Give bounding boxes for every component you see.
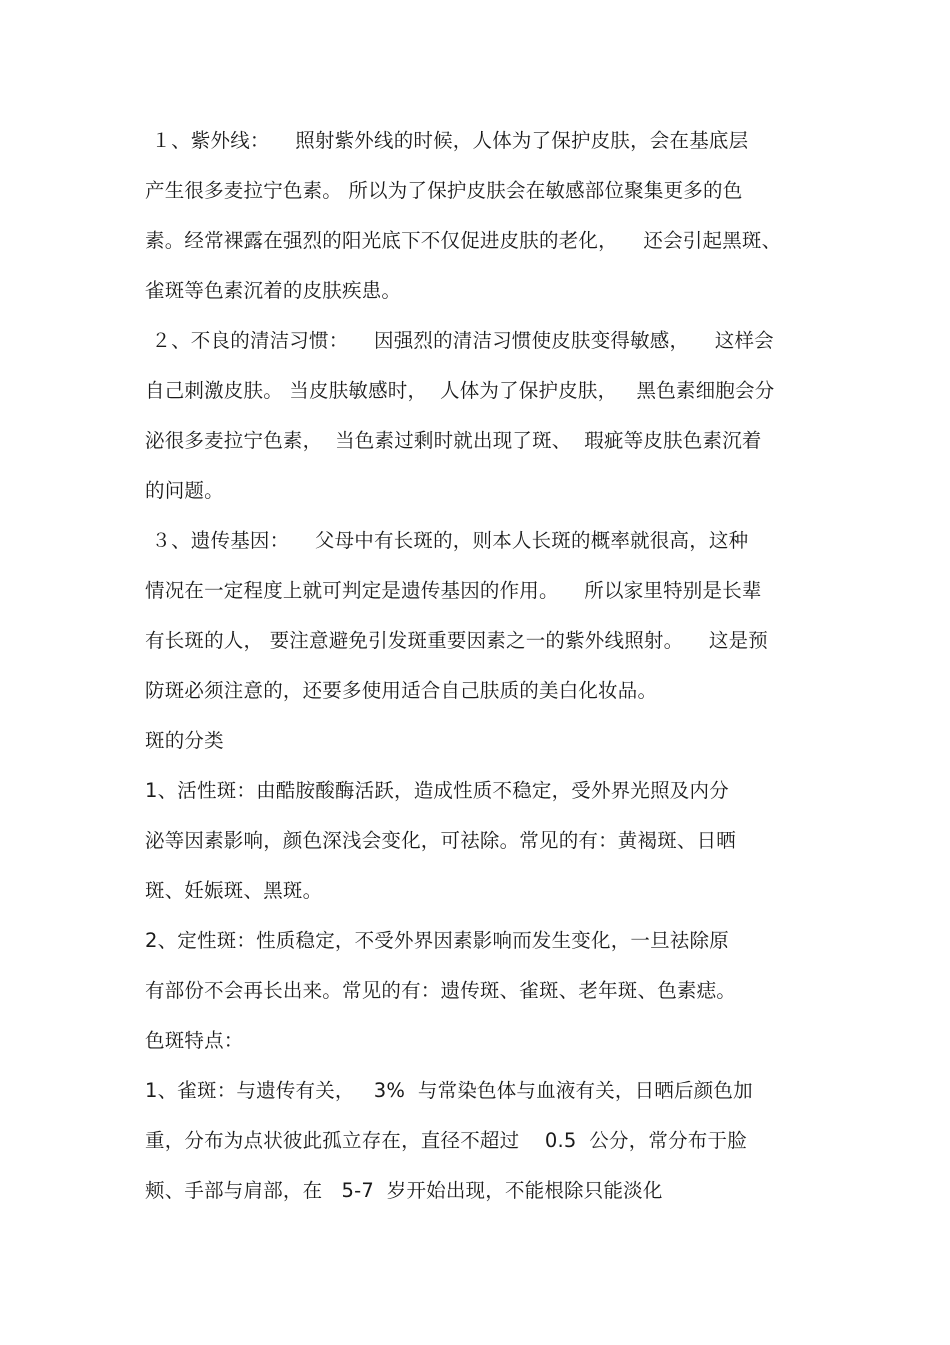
- text-line: 雀斑等色素沉着的皮肤疾患。: [145, 279, 402, 302]
- text-line: ３、遗传基因： 父母中有长斑的，则本人长斑的概率就很高，这种: [145, 529, 749, 552]
- section-heading: 色斑特点：: [145, 1029, 244, 1052]
- text-line: 颊、手部与肩部，在 5-7 岁开始出现，不能根除只能淡化: [145, 1179, 663, 1202]
- text-line: 有部份不会再长出来。常见的有：遗传斑、雀斑、老年斑、色素痣。: [145, 979, 737, 1002]
- text-line: 泌等因素影响，颜色深浅会变化，可祛除。常见的有：黄褐斑、日晒: [145, 829, 737, 852]
- text-line: 斑、妊娠斑、黑斑。: [145, 879, 323, 902]
- text-line: 泌很多麦拉宁色素， 当色素过剩时就出现了斑、 瑕疵等皮肤色素沉着: [145, 429, 762, 452]
- text-line: 素。经常裸露在强烈的阳光底下不仅促进皮肤的老化， 还会引起黑斑、: [145, 229, 782, 252]
- text-line: 重，分布为点状彼此孤立存在，直径不超过 0.5 公分，常分布于脸: [145, 1129, 747, 1152]
- text-line: 产生很多麦拉宁色素。 所以为了保护皮肤会在敏感部位聚集更多的色: [145, 179, 743, 202]
- text-line: 防斑必须注意的，还要多使用适合自己肤质的美白化妆品。: [145, 679, 658, 702]
- text-line: ２、不良的清洁习惯： 因强烈的清洁习惯使皮肤变得敏感， 这样会: [145, 329, 774, 352]
- text-line: 情况在一定程度上就可判定是遗传基因的作用。 所以家里特别是长辈: [145, 579, 762, 602]
- text-line: １、紫外线： 照射紫外线的时候，人体为了保护皮肤，会在基底层: [145, 129, 749, 152]
- text-line: 的问题。: [145, 479, 224, 502]
- text-line: 1、雀斑：与遗传有关， 3% 与常染色体与血液有关，日晒后颜色加: [145, 1079, 753, 1102]
- text-line: 1、活性斑：由酷胺酸酶活跃，造成性质不稳定，受外界光照及内分: [145, 779, 729, 802]
- section-heading: 斑的分类: [145, 729, 224, 752]
- text-line: 自己刺激皮肤。 当皮肤敏感时， 人体为了保护皮肤， 黑色素细胞会分: [145, 379, 775, 402]
- text-line: 有长斑的人， 要注意避免引发斑重要因素之一的紫外线照射。 这是预: [145, 629, 768, 652]
- text-line: 2、定性斑：性质稳定，不受外界因素影响而发生变化，一旦祛除原: [145, 929, 729, 952]
